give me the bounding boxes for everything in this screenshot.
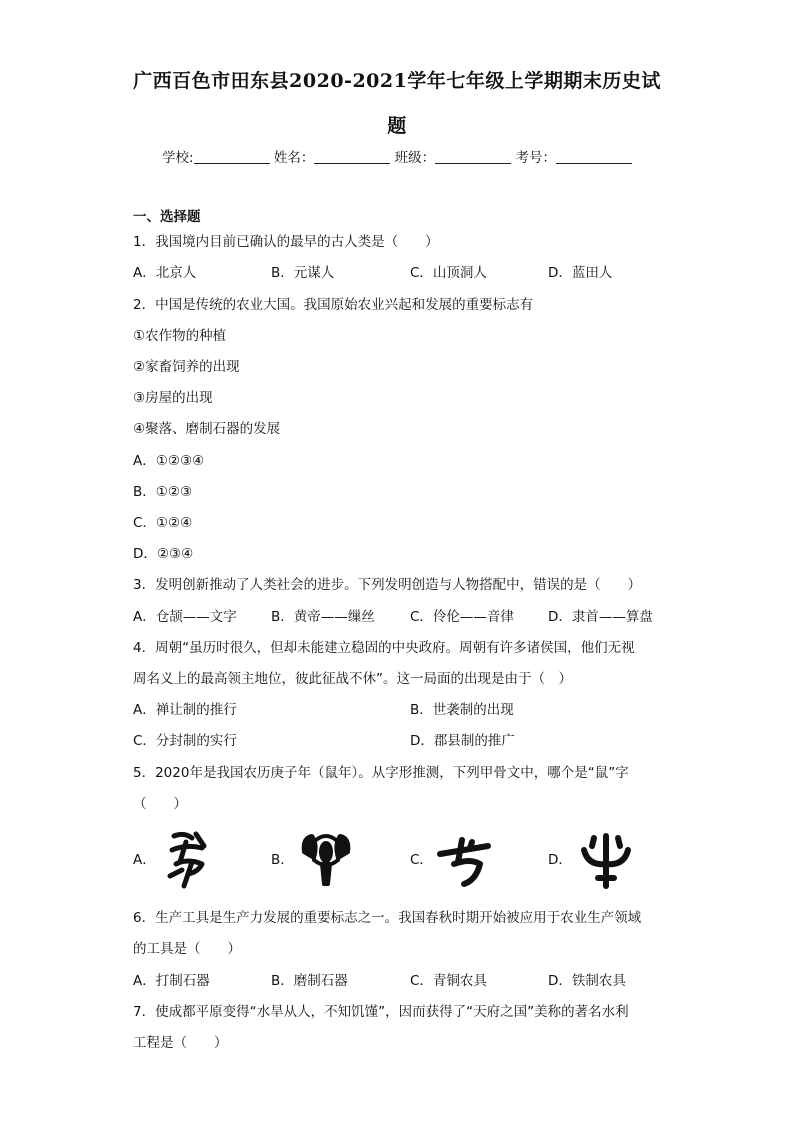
q2-item-1: ①农作物的种植 (133, 328, 227, 344)
q4-option-a[interactable]: A．禅让制的推行 (133, 702, 237, 718)
q1-stem: 1．我国境内目前已确认的最早的古人类是（ ） (133, 234, 439, 250)
exam-title-line2: 题 (387, 115, 407, 137)
q2-item-2: ②家畜饲养的出现 (133, 359, 240, 375)
q4-option-b[interactable]: B．世袭制的出现 (410, 702, 514, 718)
q2-item-3: ③房屋的出现 (133, 390, 213, 406)
q4-option-d[interactable]: D．郡县制的推广 (410, 733, 515, 749)
q6-option-c[interactable]: C．青铜农具 (410, 973, 487, 989)
q5-option-b-label[interactable]: B． (271, 852, 294, 868)
q3-option-a[interactable]: A．仓颉——文字 (133, 609, 237, 625)
q5-stem-line1: 5．2020年是我国农历庚子年（鼠年）。从字形推测，下列甲骨文中，哪个是“鼠”字 (133, 765, 629, 781)
name-label: 姓名： (273, 150, 315, 166)
class-blank[interactable] (435, 149, 511, 164)
school-label: 学校: (162, 150, 194, 166)
q2-option-d[interactable]: D．②③④ (133, 546, 194, 562)
oracle-bone-glyph-a-icon (162, 828, 218, 890)
q6-option-d[interactable]: D．铁制农具 (548, 973, 626, 989)
student-info-row (0, 146, 794, 166)
exam-number-blank[interactable] (556, 149, 632, 164)
q6-option-a[interactable]: A．打制石器 (133, 973, 210, 989)
exam-title-line1: 广西百色市田东县2020-2021学年七年级上学期期末历史试 (133, 70, 661, 92)
q2-option-c[interactable]: C．①②④ (133, 515, 193, 531)
q3-option-d[interactable]: D．隶首——算盘 (548, 609, 653, 625)
school-blank[interactable] (194, 149, 270, 164)
q1-option-c[interactable]: C．山顶洞人 (410, 265, 487, 281)
exam-number-label: 考号： (515, 150, 556, 166)
oracle-bone-glyph-b-icon (296, 830, 356, 890)
oracle-bone-glyph-d-icon (578, 830, 634, 890)
q2-option-a[interactable]: A．①②③④ (133, 453, 205, 469)
q5-option-d-label[interactable]: D． (548, 852, 572, 868)
q5-option-c-label[interactable]: C． (410, 852, 433, 868)
q6-stem-line2: 的工具是（ ） (133, 941, 241, 957)
q4-stem-line1: 4．周朝“虽历时很久，但却未能建立稳固的中央政府。周朝有许多诸侯国，他们无视 (133, 640, 635, 656)
q1-option-b[interactable]: B．元谋人 (271, 265, 335, 281)
name-blank[interactable] (314, 149, 390, 164)
section-heading: 一、选择题 (133, 209, 201, 225)
q3-option-c[interactable]: C．伶伦——音律 (410, 609, 514, 625)
q3-option-b[interactable]: B．黄帝——缫丝 (271, 609, 375, 625)
q2-option-b[interactable]: B．①②③ (133, 484, 193, 500)
q3-stem: 3．发明创新推动了人类社会的进步。下列发明创造与人物搭配中，错误的是（ ） (133, 577, 642, 593)
q2-item-4: ④聚落、磨制石器的发展 (133, 421, 281, 437)
q4-stem-line2: 周名义上的最高领主地位，彼此征战不休”。这一局面的出现是由于（ ） (133, 671, 572, 687)
class-label: 班级： (394, 150, 436, 166)
oracle-bone-glyph-c-icon (436, 834, 492, 888)
q6-stem-line1: 6．生产工具是生产力发展的重要标志之一。我国春秋时期开始被应用于农业生产领域 (133, 910, 642, 926)
q1-option-a[interactable]: A．北京人 (133, 265, 197, 281)
q7-stem-line2: 工程是（ ） (133, 1035, 228, 1051)
q5-option-a-label[interactable]: A． (133, 852, 156, 868)
q1-option-d[interactable]: D．蓝田人 (548, 265, 613, 281)
q7-stem-line1: 7．使成都平原变得“水旱从人，不知饥馑”，因而获得了“天府之国”美称的著名水利 (133, 1004, 629, 1020)
q4-option-c[interactable]: C．分封制的实行 (133, 733, 237, 749)
q6-option-b[interactable]: B．磨制石器 (271, 973, 348, 989)
q2-stem: 2．中国是传统的农业大国。我国原始农业兴起和发展的重要标志有 (133, 297, 534, 313)
q5-stem-line2: （ ） (133, 796, 187, 812)
